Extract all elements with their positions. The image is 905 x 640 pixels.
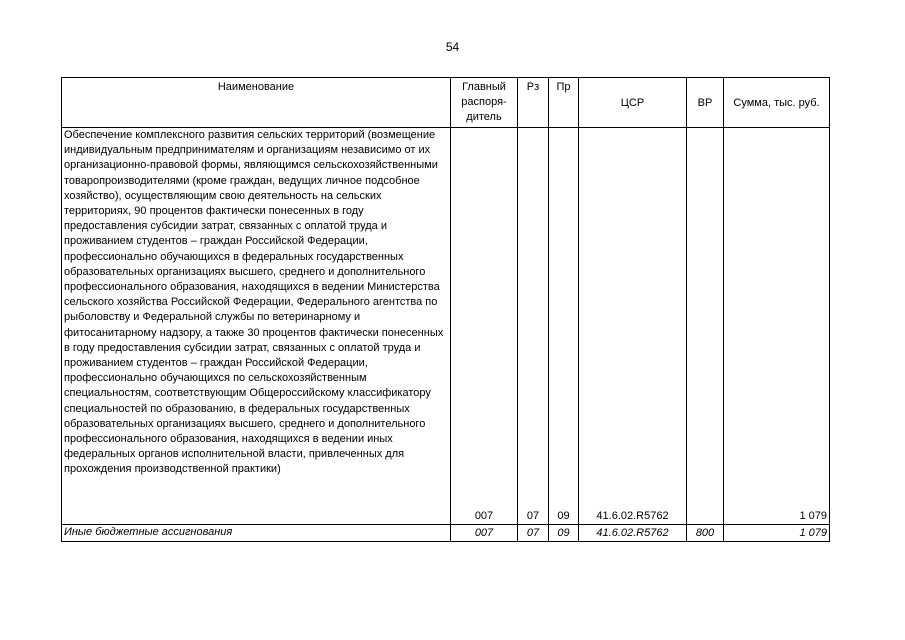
- row-vr: 800: [687, 525, 724, 542]
- page-number: 54: [445, 40, 460, 54]
- row-sum: 1 079: [724, 128, 830, 525]
- header-sum: Сумма, тыс. руб.: [724, 78, 830, 128]
- row-rz: 07: [518, 128, 549, 525]
- row-pr: 09: [549, 525, 579, 542]
- table-row: [62, 128, 830, 525]
- row-rz: 07: [518, 525, 549, 542]
- header-vr: ВР: [687, 78, 724, 128]
- row-glav: 007: [451, 128, 518, 525]
- row-name: Обеспечение комплексного развития сельских территорий (возмещение индивидуальным предпринимателям и организациям независимо от их организационно-правовой формы, являющимся сельскохозяйственными товаропроизводителями (кроме граждан, ведущих личное подсобное хозяйство), осуществляющим свою деятельность на сельских территориях, 90 процентов фактически понесенных в году предоставления субсидии затрат, связанных с оплатой труда и проживанием студентов – граждан Российской Федерации, профессионально обучающихся в федеральных государственных образовательных организациях высшего, среднего и дополнительного профессионального образования, находящихся в ведении Министерства сельского хозяйства Российской Федерации, Федерального агентства по рыболовству и Федеральной службы по ветеринарному и фитосанитарному надзору, а также 30 процентов фактически понесенных в году предоставления субсидии затрат, связанных с оплатой труда и проживанием студентов – граждан Российской Федерации, профессионально обучающихся по сельскохозяйственным специальностям, соответствующим Общероссийскому классификатору специальностей по образованию, в федеральных государственных образовательных организациях высшего, среднего и дополнительного профессионального образования, находящихся в ведении иных федеральных органов исполнительной власти, привлеченных для прохождения производственной практики): [62, 128, 451, 525]
- header-name: Наименование: [62, 78, 451, 128]
- header-csr: ЦСР: [579, 78, 687, 128]
- header-pr: Пр: [549, 78, 579, 128]
- row-sum: 1 079: [724, 525, 830, 542]
- row-pr: 09: [549, 128, 579, 525]
- row-vr: [687, 128, 724, 525]
- row-csr: 41.6.02.R5762: [579, 525, 687, 542]
- row-csr: 41.6.02.R5762: [579, 128, 687, 525]
- header-glav: Главный распоря-дитель: [451, 78, 518, 128]
- table-row: [62, 525, 830, 542]
- row-glav: 007: [451, 525, 518, 542]
- header-rz: Рз: [518, 78, 549, 128]
- budget-table: [61, 77, 830, 542]
- header-row: [62, 78, 830, 128]
- row-name: Иные бюджетные ассигнования: [62, 525, 451, 542]
